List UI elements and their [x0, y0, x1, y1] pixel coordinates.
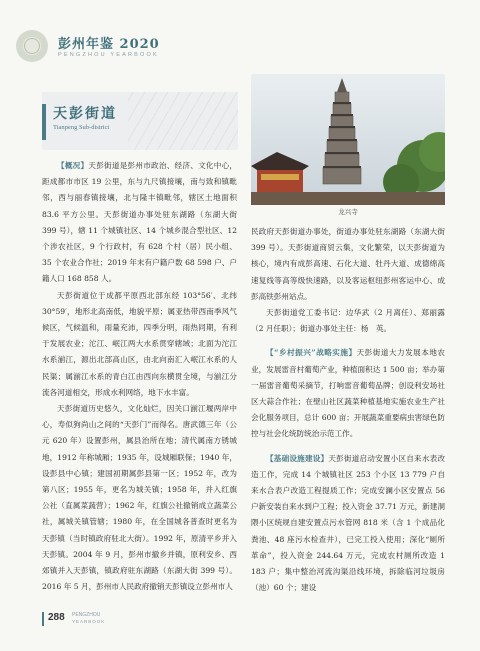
paragraph-tag: 【基础设施建设】 — [266, 453, 329, 463]
paragraph-continued — [251, 224, 445, 305]
paragraph-leaders — [251, 305, 445, 337]
paragraph-history — [42, 401, 237, 595]
page-number: 288 — [48, 612, 65, 623]
page-footer — [42, 611, 182, 627]
paragraph-tag: 【“乡村振兴”战略实施】 — [266, 348, 357, 358]
paragraph-tag: 【概况】 — [57, 161, 89, 170]
paragraph-text: 天彭街道启动安置小区自来水表改造工作，完成 14 个城镇社区 253 个小区 13 779 户自来水合表户改造工程提质工作；完成安澜小区安置点 56 户新安装自来水到户工程；投入资金 37.71 万元，新建洞隈小区统规自建安置点污水管网 818 米（含 1 个成品化粪池、48 座污水检查井），已完工投入使用；深化“厕所革命”，投入资金 244.64 万元，完成农村厕所改造 1 183 户；集中整治河流沟渠沿线环境，拆除临河垃圾房（池）60 个；建设 — [251, 453, 446, 593]
decorative-pattern — [128, 92, 238, 150]
paragraph-text: 天彭街道是彭州市政治、经济、文化中心，距成都市市区 19 公里，东与九尺镇接壤，南与致和镇毗邻，西与丽春镇接壤，北与隆丰镇毗邻，辖区土地面积 83.6 平方公里。天彭街道办事处驻东湖路（东湖大街 399 号），辖 11 个城镇社区、14 个城乡混合型社区、12 个涉农社区，9 个行政村，有 628 个村（居）民小组、35 个农业合作社；2019 年末有户籍户数 68 598 户、户籍人口 168 858 人。 — [42, 161, 238, 284]
photo-caption: 龙兴寺 — [338, 209, 358, 216]
header-subtitle: PENGZHOU YEARBOOK — [58, 52, 159, 58]
right-text-column — [251, 224, 445, 596]
footer-label: PENGZHOU — [72, 612, 101, 618]
paragraph-text: 民政府天彭街道办事处，街道办事处驻东湖路（东湖大街 399 号）。天彭街道商贸云集，文化繁荣，以天彭街道为核心，境内有成彭高速、石化大道、牡丹大道、成德绵高速复线等高等级快速路，以及客运枢纽彭州客运中心、成彭高铁彭州站点。 — [251, 227, 445, 301]
paragraph-infrastructure — [251, 451, 445, 597]
header-title: 彭州年鉴 2020 — [58, 37, 160, 52]
section-title-block — [42, 92, 238, 150]
paragraph-text: 天彭街道党工委书记：边华武（2 月离任）、郑丽露（2 月任职）；街道办事处主任：杨 英。 — [251, 308, 445, 334]
footer-label-en: YEARBOOK — [72, 619, 106, 624]
yearbook-emblem-icon — [16, 30, 48, 62]
paragraph-rural-revitalization — [251, 345, 445, 442]
page-header — [16, 30, 216, 64]
footer-accent-bar — [42, 612, 44, 626]
left-text-column — [42, 158, 237, 595]
paragraph-geography — [42, 288, 237, 401]
section-subtitle: Tianpeng Sub-district — [53, 124, 110, 131]
section-title: 天彭街道 — [53, 106, 117, 122]
paragraph-overview — [42, 158, 237, 288]
paragraph-text: 天彭街道历史悠久，文化灿烂，因关口湔江堰两岸中心，寿似狗尚山之间的“天彭门”而得名。唐武德三年（公元 620 年）设置彭州，属县治所在地；清代属南方锈城地，1912 年称城厢；1935 年，设城厢联保；1940 年，设彭县中心镇；建国初期属彭县第一区；1952 年，改为第八区；1955 年，更名为城关镇；1958 年，并入红旗公社（直属菜蔬营）；1962 年，红旗公社撤销成立蔬菜公社，属城关镇管辖；1980 年，在全国城各普查时更名为天彭镇（当时镇政府驻北大街）。1992 年，原清平乡并入天彭镇。2004 年 9 月，彭州市撤乡并镇，原利安乡、西郊镇并入天彭镇，镇政府驻东湖路（东湖大街 399 号）。2016 年 5 月，彭州市人民政府撤销天彭镇设立彭州市人 — [42, 404, 237, 592]
temple-photo — [251, 74, 445, 205]
paragraph-text: 天彭街道大力发展本地农业，发展雷音村葡萄产业，种植面积达 1 500 亩；举办第一届雷音葡萄采摘节，打响雷音葡萄品牌；创设利安场社区大蒜合作社；在壁山社区蔬菜种植基地实施农业生产社会化服务项目，总计 600 亩；开展蔬菜重要病虫害绿色防控与社会化统防统治示范工作。 — [251, 348, 445, 439]
section-accent-bar — [42, 104, 46, 140]
paragraph-text: 天彭街道位于成都平原西北部东经 103°56′、北纬 30°59′，地形北高南低，地貌平原；属亚热带西南季风气候区，气候温和，雨量充沛，四季分明，雨热同期，有利于发展农业；沱江、岷江两大水系贯穿辖域；北面为沱江水系湔江，源出北部高山区，由北向南汇入岷江水系的人民渠；属湔江水系的青白江由西向东横贯全境，与湔江分流各河道相交，形成水利网络，地下水丰富。 — [42, 290, 237, 397]
pagoda-image — [251, 74, 445, 205]
